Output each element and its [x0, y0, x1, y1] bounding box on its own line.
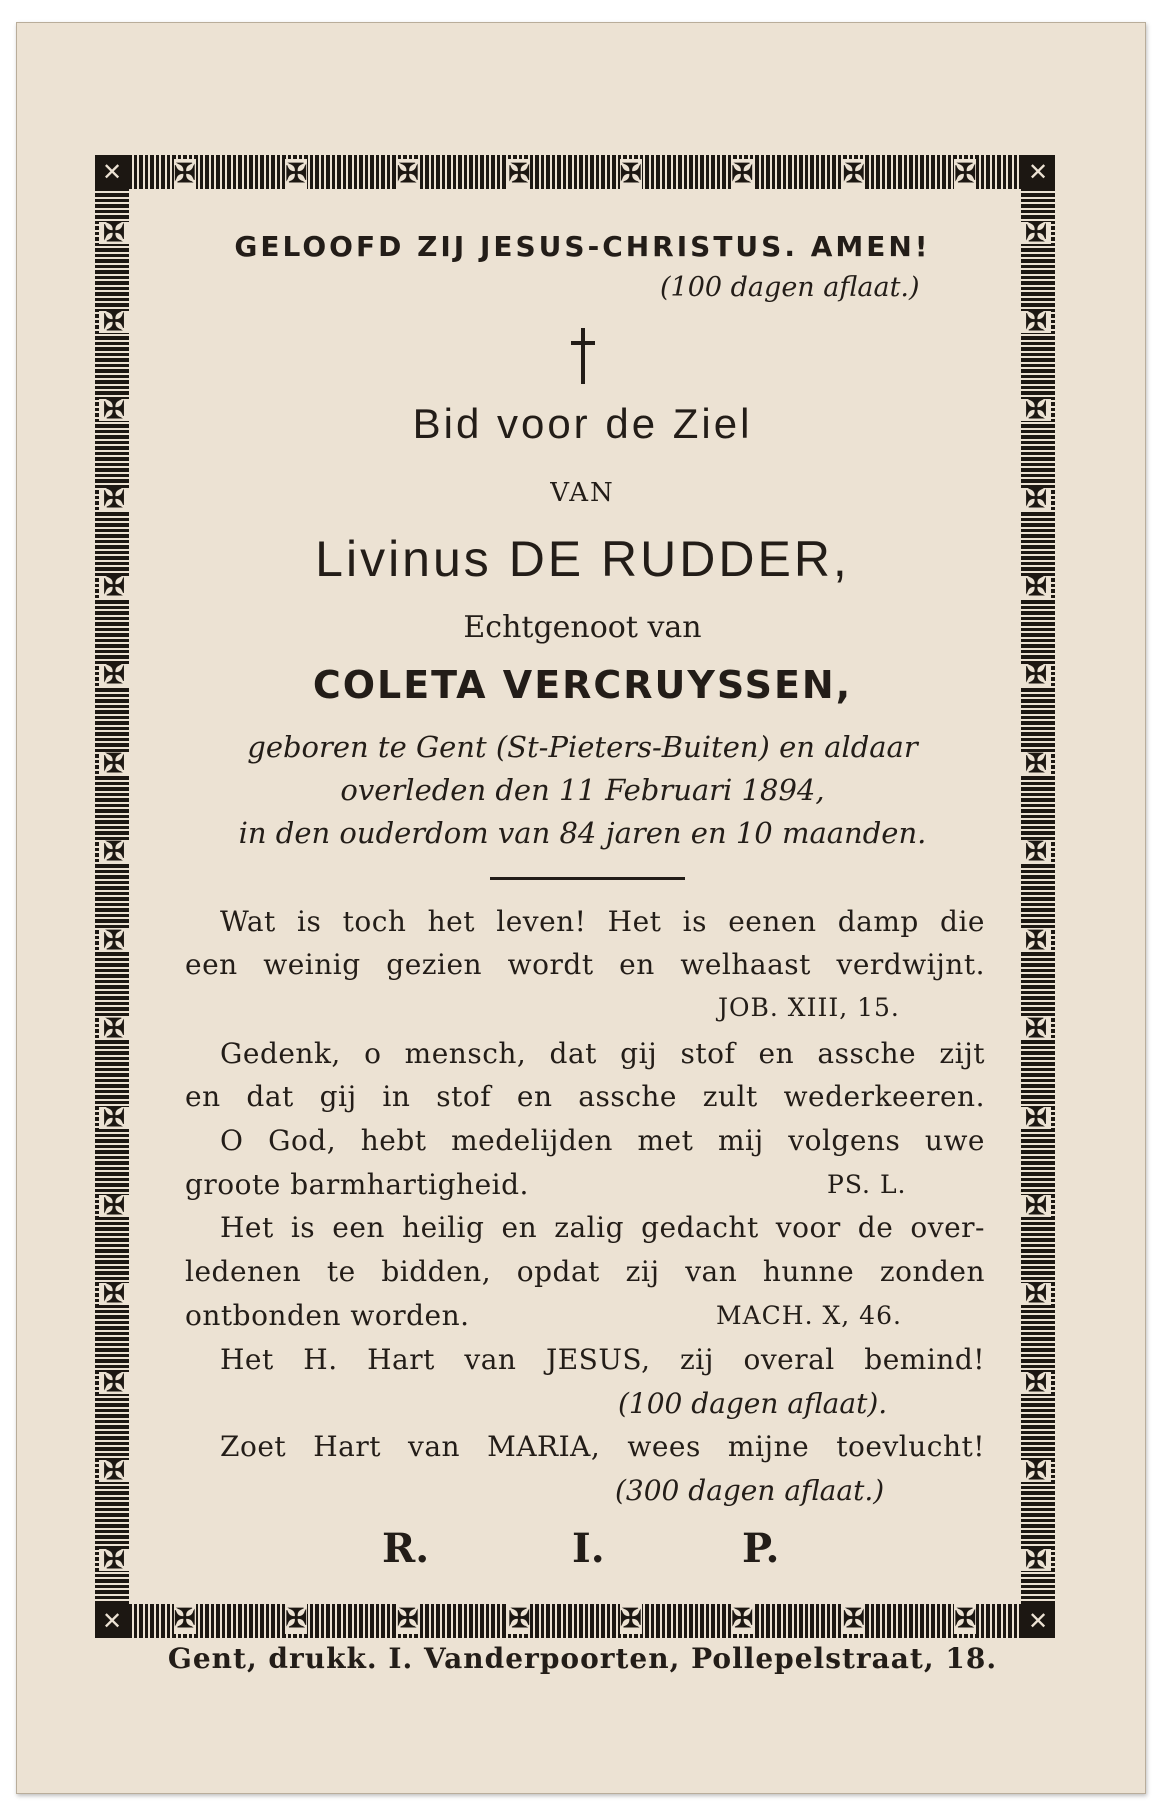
cross-ornament-icon: ✠: [1021, 664, 1051, 686]
cross-ornament-icon: ✠: [1021, 1195, 1051, 1217]
corner-x-icon: ✕: [1021, 155, 1055, 189]
cross-ornament-icon: ✠: [99, 222, 129, 244]
cross-ornament-icon: ✠: [99, 930, 129, 952]
title-line-2: VAN: [550, 478, 615, 508]
cross-ornament-icon: ✠: [1021, 576, 1051, 598]
spouse-name: COLETA VERCRUYSSEN,: [312, 663, 853, 707]
verse-2-line-2: en dat gij in stof en assche zult wederkeeren.: [185, 1080, 985, 1113]
cross-ornament-icon: ✠: [842, 1604, 865, 1634]
cross-ornament-icon: ✠: [1021, 488, 1051, 510]
cross-ornament-icon: ✠: [1021, 1018, 1051, 1040]
corner-x-icon: ✕: [95, 155, 129, 189]
cross-ornament-icon: ✠: [396, 159, 419, 189]
cross-ornament-icon: ✠: [731, 159, 754, 189]
cross-ornament-icon: ✠: [1021, 841, 1051, 863]
spouse-label: Echtgenoot van: [463, 610, 702, 645]
cross-ornament-icon: ✠: [99, 399, 129, 421]
verse-3-line-1: O God, hebt medelijden met mij volgens uwe: [220, 1124, 985, 1157]
rip-i: I.: [572, 1525, 605, 1572]
cross-ornament-icon: ✠: [954, 1604, 977, 1634]
cross-ornament-icon: ✠: [1021, 753, 1051, 775]
verse-5-line-1: Het H. Hart van JESUS, zij overal bemind!: [220, 1343, 985, 1376]
cross-ornament-icon: ✠: [99, 576, 129, 598]
header-indulgence: (100 dagen aflaat.): [660, 272, 920, 303]
border-left: [95, 155, 129, 1638]
verse-4-line-1: Het is een heilig en zalig gedacht voor de over-: [220, 1211, 985, 1244]
cross-ornament-icon: ✠: [99, 1460, 129, 1482]
cross-ornament-icon: ✠: [1021, 222, 1051, 244]
deceased-name: Livinus DE RUDDER,: [315, 531, 850, 587]
printer-imprint: Gent, drukk. I. Vanderpoorten, Pollepelstraat, 18.: [167, 1642, 998, 1675]
bio-line-3: in den ouderdom van 84 jaren en 10 maanden.: [238, 816, 927, 850]
verse-6-indulgence: (300 dagen aflaat.): [615, 1474, 885, 1507]
cross-ornament-icon: ✠: [619, 159, 642, 189]
cross-ornament-icon: ✠: [731, 1604, 754, 1634]
cross-ornament-icon: ✠: [99, 1549, 129, 1571]
cross-ornament-icon: ✠: [173, 1604, 196, 1634]
cross-ornament-icon: ✠: [1021, 311, 1051, 333]
cross-ornament-icon: ✠: [508, 1604, 531, 1634]
verse-4-line-3: ontbonden worden.: [185, 1299, 470, 1332]
title-line-1: Bid voor de Ziel: [412, 400, 753, 447]
cross-ornament-icon: ✠: [1021, 1460, 1051, 1482]
cross-ornament-icon: ✠: [619, 1604, 642, 1634]
cross-ornament-icon: ✠: [99, 664, 129, 686]
verse-2-line-1: Gedenk, o mensch, dat gij stof en assche zijt: [220, 1037, 985, 1070]
cross-ornament-icon: ✠: [842, 159, 865, 189]
verse-3-reference: PS. L.: [827, 1170, 907, 1199]
rip-p: P.: [742, 1525, 780, 1572]
cross-ornament-icon: ✠: [99, 1195, 129, 1217]
cross-ornament-icon: ✠: [173, 159, 196, 189]
cross-ornament-icon: ✠: [99, 488, 129, 510]
cross-ornament-icon: ✠: [954, 159, 977, 189]
verse-4-line-2: ledenen te bidden, opdat zij van hunne zonden: [185, 1255, 985, 1288]
border-right: [1021, 155, 1055, 1638]
cross-ornament-icon: ✠: [99, 1018, 129, 1040]
cross-ornament-icon: ✠: [285, 159, 308, 189]
cross-ornament-icon: ✠: [99, 753, 129, 775]
cross-ornament-icon: ✠: [1021, 1549, 1051, 1571]
cross-ornament-icon: ✠: [1021, 399, 1051, 421]
cross-ornament-icon: ✠: [1021, 1283, 1051, 1305]
corner-x-icon: ✕: [1021, 1604, 1055, 1638]
border-bottom: [95, 1604, 1055, 1638]
cross-ornament-icon: ✠: [1021, 930, 1051, 952]
verse-3-line-2: groote barmhartigheid.: [185, 1168, 529, 1201]
cross-ornament-icon: ✠: [396, 1604, 419, 1634]
verse-6-line-1: Zoet Hart van MARIA, wees mijne toevlucht!: [220, 1430, 985, 1463]
corner-x-icon: ✕: [95, 1604, 129, 1638]
cross-ornament-icon: ✠: [99, 311, 129, 333]
cross-ornament-icon: ✠: [285, 1604, 308, 1634]
header-acclamation: GELOOFD ZIJ JESUS-CHRISTUS. AMEN!: [234, 230, 931, 263]
cross-ornament-icon: ✠: [1021, 1372, 1051, 1394]
bio-line-1: geboren te Gent (St-Pieters-Buiten) en aldaar: [247, 730, 918, 764]
separator-rule: [490, 877, 685, 880]
bio-line-2: overleden den 11 Februari 1894,: [340, 773, 825, 807]
verse-4-reference: MACH. X, 46.: [716, 1301, 902, 1330]
border-top: [95, 155, 1055, 189]
cross-ornament-icon: ✠: [99, 1372, 129, 1394]
verse-1-line-1: Wat is toch het leven! Het is eenen damp die: [220, 905, 985, 938]
cross-ornament-icon: ✠: [99, 1283, 129, 1305]
cross-ornament-icon: ✠: [1021, 1107, 1051, 1129]
verse-5-indulgence: (100 dagen aflaat).: [618, 1387, 888, 1420]
cross-ornament-icon: ✠: [99, 841, 129, 863]
latin-cross-icon: [568, 328, 598, 384]
verse-1-line-2: een weinig gezien wordt en welhaast verdwijnt.: [185, 948, 985, 981]
verse-1-reference: JOB. XIII, 15.: [718, 993, 900, 1022]
cross-ornament-icon: ✠: [99, 1107, 129, 1129]
cross-ornament-icon: ✠: [508, 159, 531, 189]
rip-r: R.: [382, 1525, 430, 1572]
